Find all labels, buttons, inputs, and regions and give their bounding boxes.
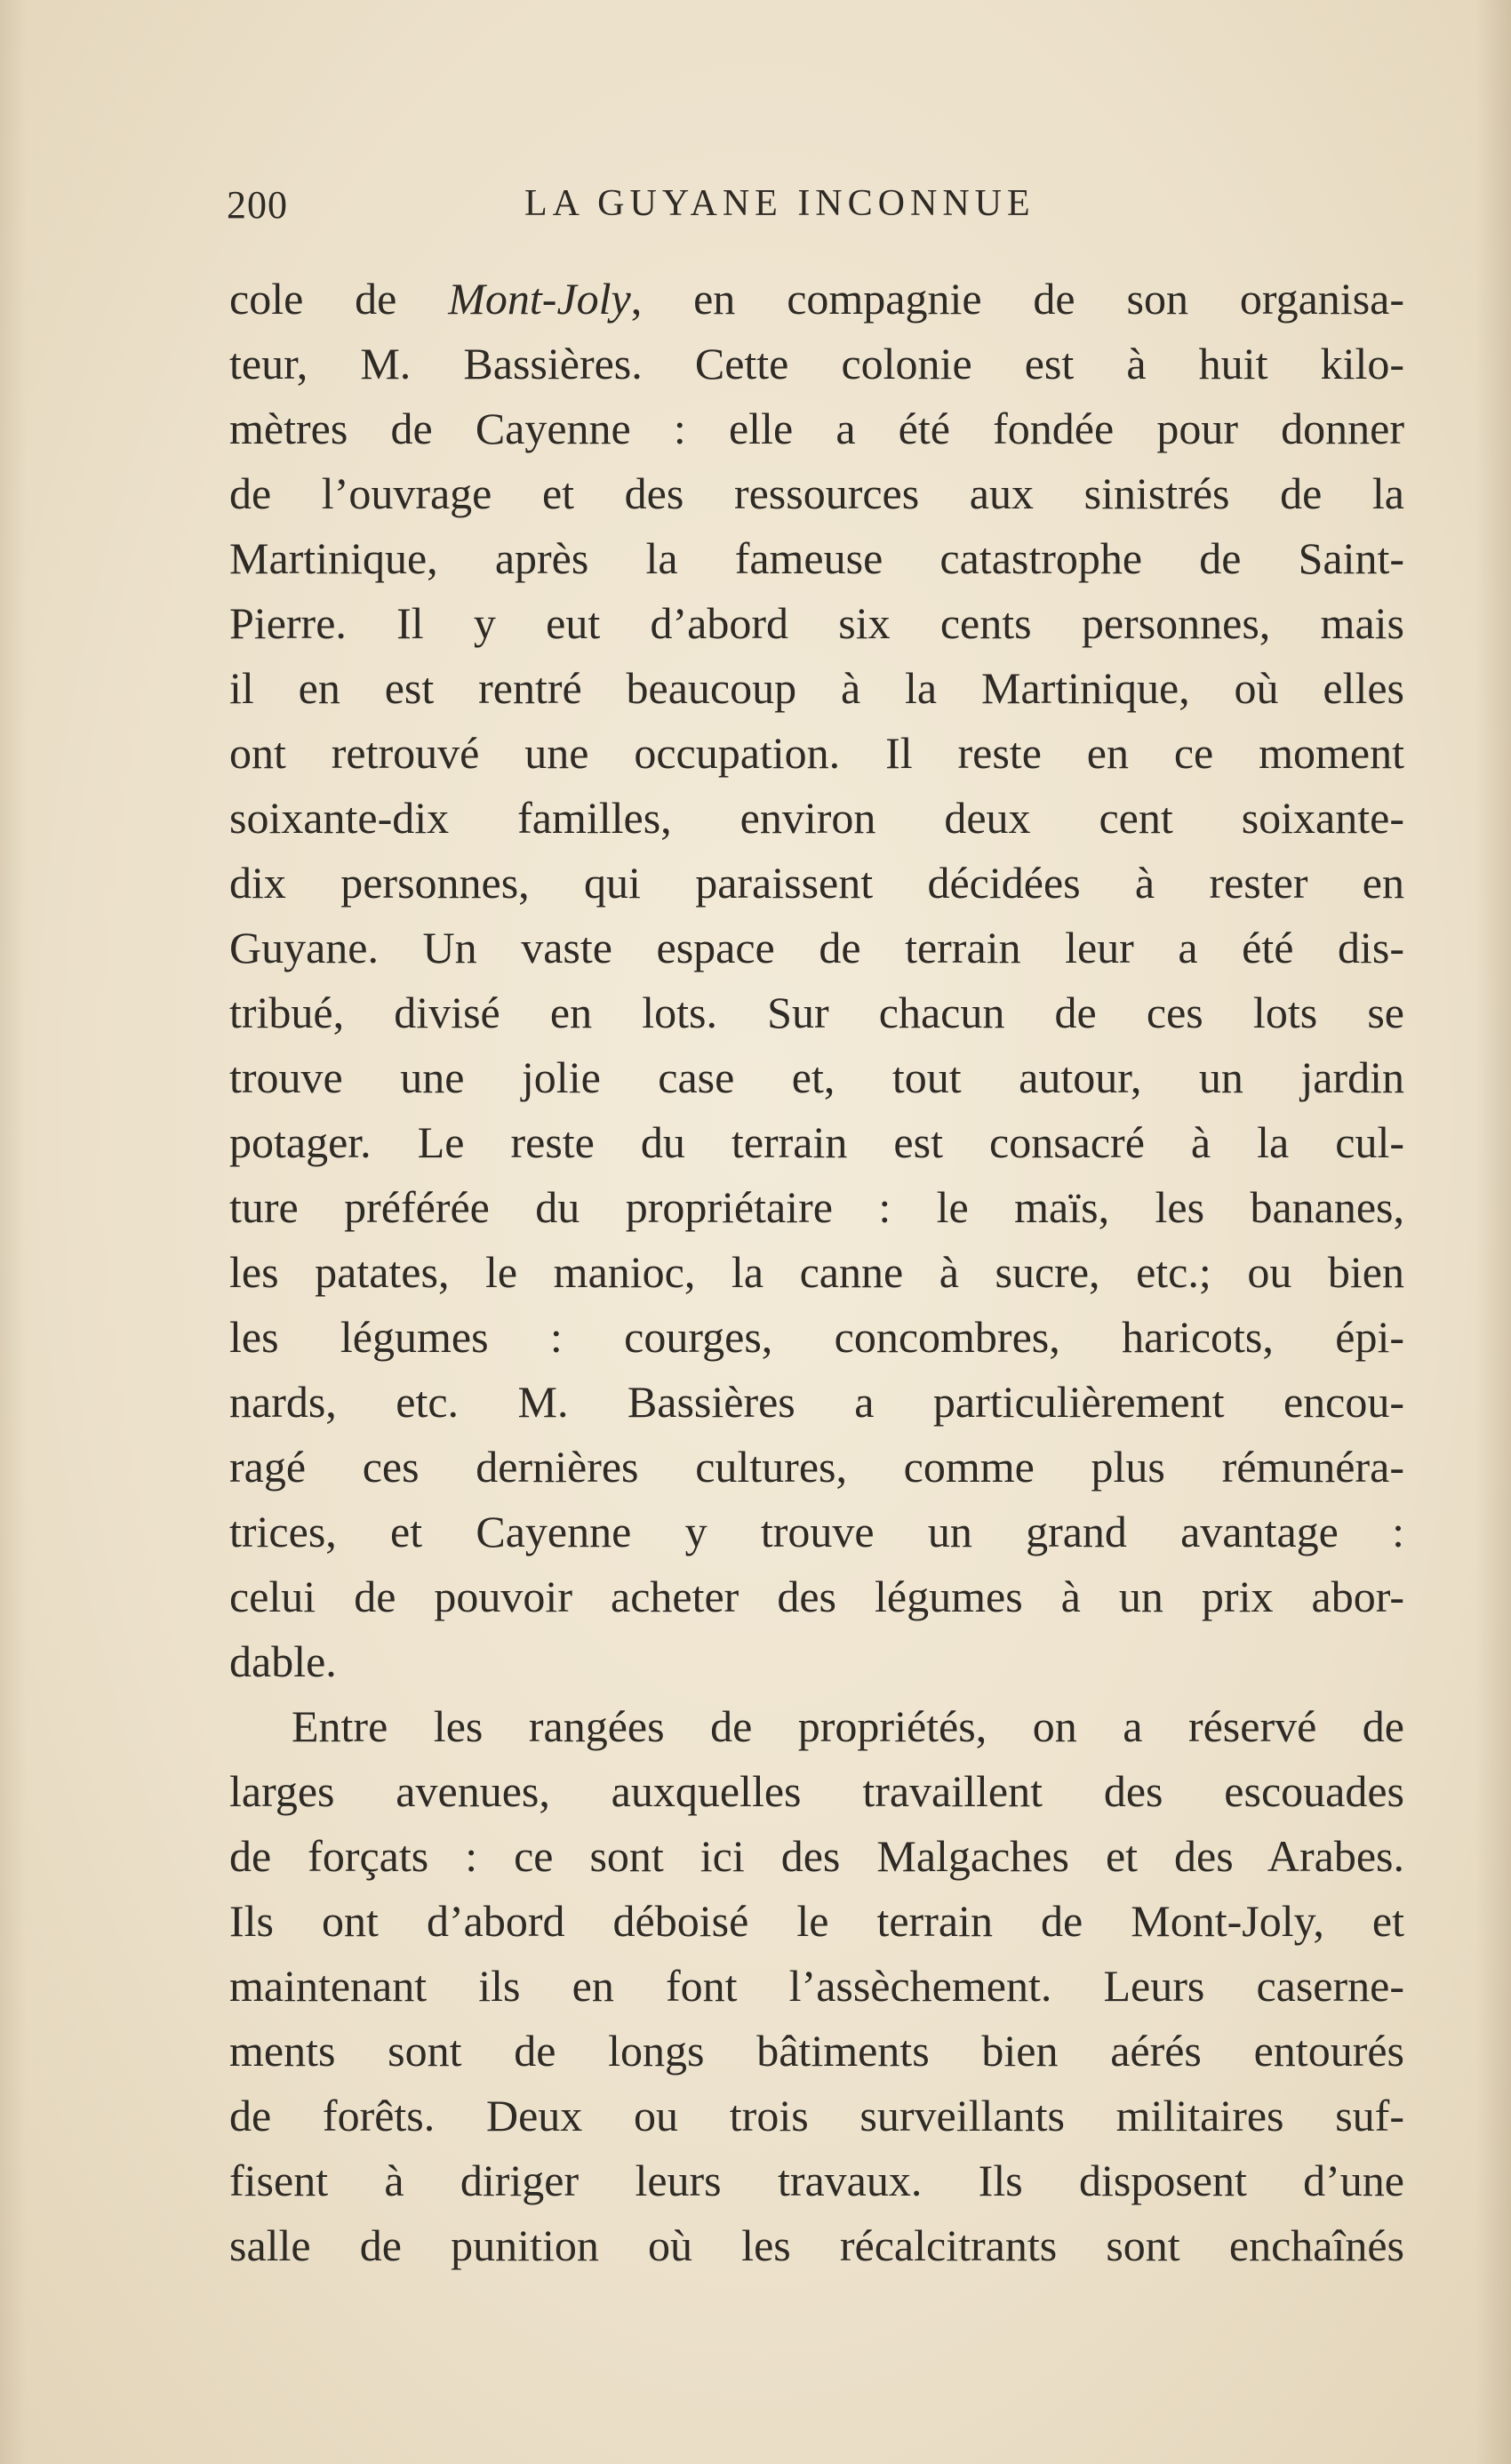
body-text — [229, 267, 1404, 2278]
text-line: ont retrouvé une occupation. Il reste en ce moment — [229, 728, 1404, 778]
text-line: maintenant ils en font l’assèchement. Leurs caserne- — [229, 1961, 1404, 2011]
paragraph-1 — [229, 267, 1404, 1694]
text-line: de forêts. Deux ou trois surveillants militaires suf- — [229, 2091, 1404, 2140]
text-line: trouve une jolie case et, tout autour, un jardin — [229, 1052, 1404, 1102]
text-line: larges avenues, auxquelles travaillent des escouades — [229, 1766, 1404, 1816]
text-line: de forçats : ce sont ici des Malgaches et des Arabes. — [229, 1831, 1404, 1881]
text-line: mètres de Cayenne : elle a été fondée pour donner — [229, 404, 1404, 453]
text-line: Pierre. Il y eut d’abord six cents personnes, mais — [229, 598, 1404, 648]
page-left-shading — [0, 0, 27, 2464]
page-number: 200 — [227, 183, 288, 227]
text-line: Ils ont d’abord déboisé le terrain de Mont-Joly, et — [229, 1896, 1404, 1946]
text-line: fisent à diriger leurs travaux. Ils disposent d’une — [229, 2156, 1404, 2205]
text-line: les patates, le manioc, la canne à sucre, etc.; ou bien — [229, 1247, 1404, 1297]
text-line: Guyane. Un vaste espace de terrain leur a été dis- — [229, 923, 1404, 972]
text-line: ragé ces dernières cultures, comme plus rémunéra- — [229, 1442, 1404, 1492]
text-line: teur, M. Bassières. Cette colonie est à huit kilo- — [229, 339, 1404, 388]
text-line: ture préférée du propriétaire : le maïs, les bananes, — [229, 1182, 1404, 1232]
text-line: dable. — [229, 1636, 337, 1686]
text-line: Entre les rangées de propriétés, on a réservé de — [292, 1701, 1404, 1751]
text-line: nards, etc. M. Bassières a particulièrement encou- — [229, 1377, 1404, 1427]
text-line: Martinique, après la fameuse catastrophe de Saint- — [229, 533, 1404, 583]
text-line: cole de Mont-Joly, en compagnie de son organisa- — [229, 274, 1404, 324]
text-line: salle de punition où les récalcitrants sont enchaînés — [229, 2220, 1404, 2270]
text-line: tribué, divisé en lots. Sur chacun de ces lots se — [229, 988, 1404, 1037]
page-right-shading — [1475, 0, 1511, 2464]
text-line: trices, et Cayenne y trouve un grand avantage : — [229, 1507, 1404, 1556]
text-line: il en est rentré beaucoup à la Martinique, où elles — [229, 663, 1404, 713]
text-line: de l’ouvrage et des ressources aux sinistrés de la — [229, 468, 1404, 518]
text-line: ments sont de longs bâtiments bien aérés entourés — [229, 2026, 1404, 2076]
text-line: potager. Le reste du terrain est consacré à la cul- — [229, 1117, 1404, 1167]
text-line: soixante-dix familles, environ deux cent soixante- — [229, 793, 1404, 843]
text-line: celui de pouvoir acheter des légumes à un prix abor- — [229, 1572, 1404, 1621]
running-title: LA GUYANE INCONNUE — [524, 183, 1035, 224]
italic-place-name: Mont-Joly — [448, 274, 631, 324]
page-header — [227, 182, 1404, 236]
text-line: dix personnes, qui paraissent décidées à rester en — [229, 858, 1404, 908]
text-line: les légumes : courges, concombres, haricots, épi- — [229, 1312, 1404, 1362]
paragraph-2 — [229, 1694, 1404, 2278]
